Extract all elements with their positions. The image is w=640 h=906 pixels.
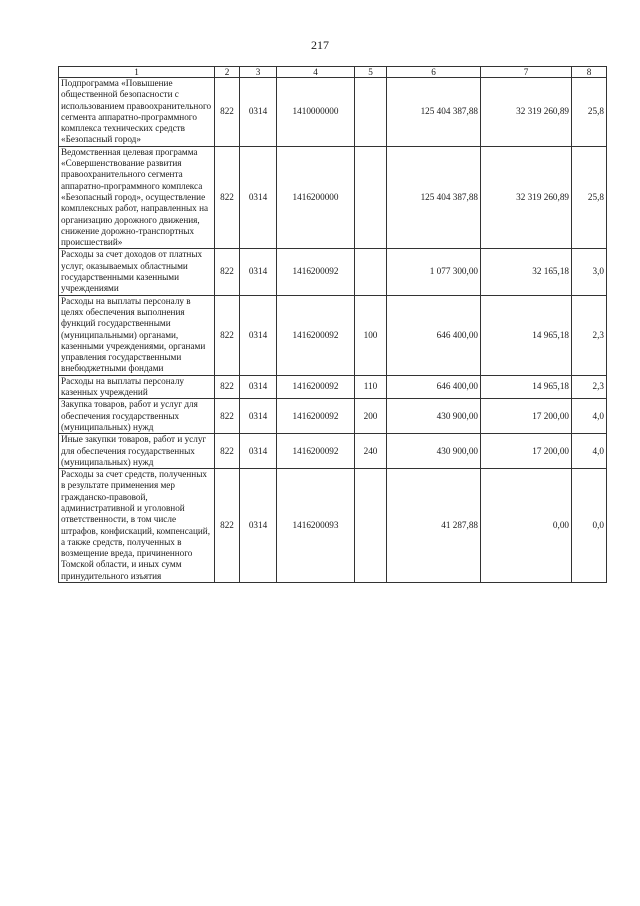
expense-type-cell <box>355 146 387 249</box>
actual-amount-cell: 32 165,18 <box>481 249 572 295</box>
admin-code-cell: 822 <box>215 399 240 434</box>
plan-amount-cell: 1 077 300,00 <box>387 249 481 295</box>
section-code-cell: 0314 <box>240 295 277 375</box>
table-row <box>59 375 607 399</box>
percent-cell: 4,0 <box>572 399 607 434</box>
column-number: 1 <box>59 67 215 78</box>
actual-amount-cell: 32 319 260,89 <box>481 146 572 249</box>
expense-type-cell: 240 <box>355 434 387 469</box>
expense-type-cell: 110 <box>355 375 387 399</box>
column-number: 3 <box>240 67 277 78</box>
column-number: 6 <box>387 67 481 78</box>
plan-amount-cell: 646 400,00 <box>387 295 481 375</box>
percent-cell: 25,8 <box>572 78 607 147</box>
expense-type-cell <box>355 469 387 583</box>
table-row <box>59 469 607 583</box>
expense-type-cell <box>355 78 387 147</box>
percent-cell: 2,3 <box>572 375 607 399</box>
section-code-cell: 0314 <box>240 399 277 434</box>
admin-code-cell: 822 <box>215 469 240 583</box>
table-row <box>59 146 607 249</box>
percent-cell: 4,0 <box>572 434 607 469</box>
percent-cell: 0,0 <box>572 469 607 583</box>
row-name-cell: Расходы на выплаты персоналу казенных учреждений <box>59 375 215 399</box>
plan-amount-cell: 125 404 387,88 <box>387 146 481 249</box>
section-code-cell: 0314 <box>240 146 277 249</box>
target-article-cell: 1416200093 <box>277 469 355 583</box>
admin-code-cell: 822 <box>215 375 240 399</box>
plan-amount-cell: 125 404 387,88 <box>387 78 481 147</box>
admin-code-cell: 822 <box>215 78 240 147</box>
expense-type-cell: 100 <box>355 295 387 375</box>
column-number-row <box>59 67 607 78</box>
target-article-cell: 1416200092 <box>277 295 355 375</box>
table-row <box>59 78 607 147</box>
percent-cell: 3,0 <box>572 249 607 295</box>
plan-amount-cell: 430 900,00 <box>387 399 481 434</box>
expense-type-cell <box>355 249 387 295</box>
page-number: 217 <box>311 38 329 52</box>
actual-amount-cell: 17 200,00 <box>481 434 572 469</box>
plan-amount-cell: 430 900,00 <box>387 434 481 469</box>
expense-type-cell: 200 <box>355 399 387 434</box>
table-row <box>59 249 607 295</box>
admin-code-cell: 822 <box>215 434 240 469</box>
plan-amount-cell: 646 400,00 <box>387 375 481 399</box>
budget-table <box>58 66 607 583</box>
actual-amount-cell: 14 965,18 <box>481 295 572 375</box>
row-name-cell: Расходы на выплаты персоналу в целях обеспечения выполнения функций государственными (муниципальными) органами, казенными учреждениями, органами управления государственными внебюджетными фондами <box>59 295 215 375</box>
column-number: 5 <box>355 67 387 78</box>
row-name-cell: Ведомственная целевая программа «Совершенствование развития правоохранительного сегмента аппаратно-программного комплекса «Безопасный город», осуществление комплексных работ, направленных на организацию дорожного движения, снижение дорожно-транспортных происшествий» <box>59 146 215 249</box>
table-row <box>59 399 607 434</box>
target-article-cell: 1416200000 <box>277 146 355 249</box>
target-article-cell: 1410000000 <box>277 78 355 147</box>
target-article-cell: 1416200092 <box>277 375 355 399</box>
row-name-cell: Расходы за счет доходов от платных услуг, оказываемых областными государственными казенными учреждениями <box>59 249 215 295</box>
row-name-cell: Закупка товаров, работ и услуг для обеспечения государственных (муниципальных) нужд <box>59 399 215 434</box>
column-number: 8 <box>572 67 607 78</box>
section-code-cell: 0314 <box>240 249 277 295</box>
section-code-cell: 0314 <box>240 434 277 469</box>
percent-cell: 25,8 <box>572 146 607 249</box>
row-name-cell: Иные закупки товаров, работ и услуг для обеспечения государственных (муниципальных) нужд <box>59 434 215 469</box>
column-number: 7 <box>481 67 572 78</box>
target-article-cell: 1416200092 <box>277 434 355 469</box>
percent-cell: 2,3 <box>572 295 607 375</box>
column-number: 2 <box>215 67 240 78</box>
actual-amount-cell: 0,00 <box>481 469 572 583</box>
admin-code-cell: 822 <box>215 249 240 295</box>
table-body <box>59 67 607 583</box>
row-name-cell: Подпрограмма «Повышение общественной безопасности с использованием правоохранительного сегмента аппаратно-программного комплекса технических средств «Безопасный город» <box>59 78 215 147</box>
section-code-cell: 0314 <box>240 375 277 399</box>
actual-amount-cell: 17 200,00 <box>481 399 572 434</box>
table-row <box>59 295 607 375</box>
admin-code-cell: 822 <box>215 295 240 375</box>
actual-amount-cell: 14 965,18 <box>481 375 572 399</box>
plan-amount-cell: 41 287,88 <box>387 469 481 583</box>
target-article-cell: 1416200092 <box>277 249 355 295</box>
row-name-cell: Расходы за счет средств, полученных в результате применения мер гражданско-правовой, административной и уголовной ответственности, в том числе штрафов, конфискаций, компенсаций, а также средств, полученных в возмещение вреда, причиненного Томской области, и иных сумм принудительного изъятия <box>59 469 215 583</box>
section-code-cell: 0314 <box>240 469 277 583</box>
admin-code-cell: 822 <box>215 146 240 249</box>
section-code-cell: 0314 <box>240 78 277 147</box>
table-row <box>59 434 607 469</box>
column-number: 4 <box>277 67 355 78</box>
target-article-cell: 1416200092 <box>277 399 355 434</box>
actual-amount-cell: 32 319 260,89 <box>481 78 572 147</box>
